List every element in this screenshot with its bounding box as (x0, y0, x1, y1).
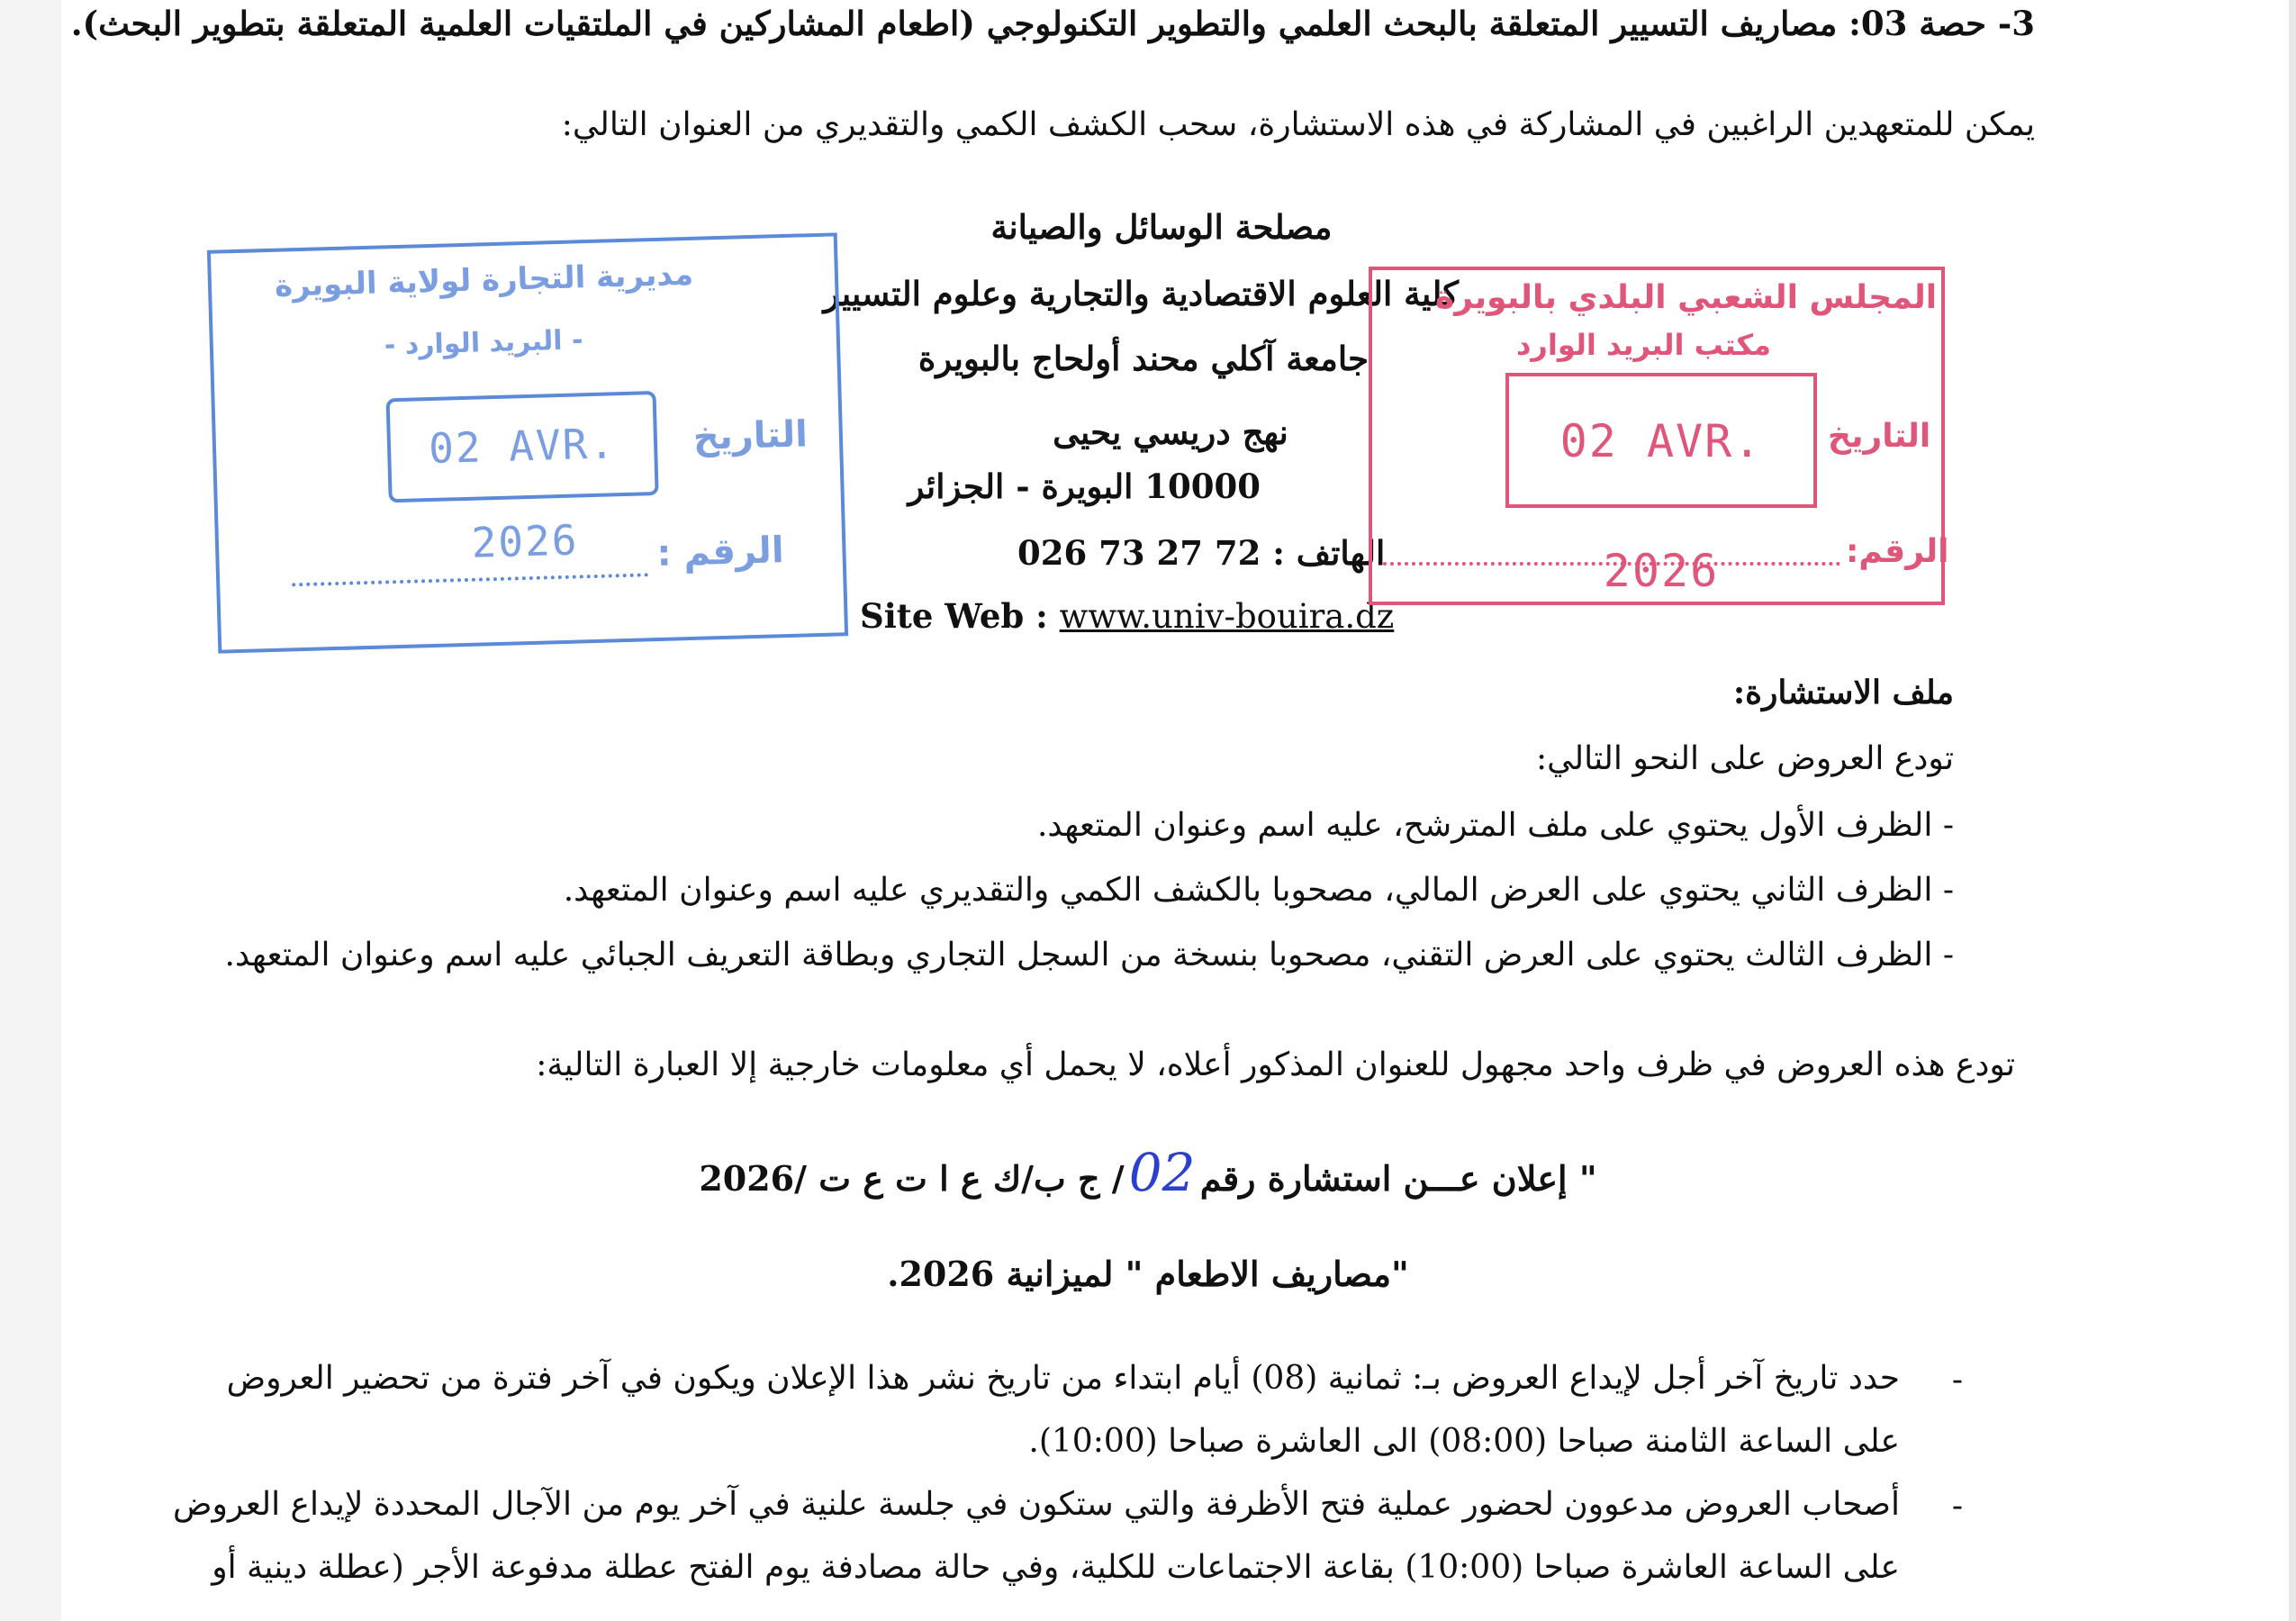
envelope-paragraph: تودع هذه العروض في ظرف واحد مجهول للعنوان المذكور أعلاه، لا يحمل أي معلومات خارجية إلا العبارة التالية: (536, 1046, 2015, 1083)
announcement-line (0, 1142, 2296, 1203)
address-street: نهج دريسي يحيى (1053, 412, 1288, 452)
stamp-red-line2: مكتب البريد الوارد (1516, 328, 1771, 362)
file-item-3: - الظرف الثالث يحتوي على العرض التقني، مصحوبا بنسخة من السجل التجاري وبطاقة التعريف الجبائي عليه اسم وعنوان المتعهد. (224, 937, 1954, 974)
stamp-blue-date-label: التاريخ (692, 413, 809, 458)
phone-number: 026 73 27 72 (1017, 533, 1261, 573)
lot-3-line: 3- حصة 03: مصاريف التسيير المتعلقة بالبحث العلمي والتطوير التكنولوجي (اطعام المشاركين في الملتقيات العلمية المتعلقة بتطوير البحث). (70, 4, 2035, 43)
file-item-2: - الظرف الثاني يحتوي على العرض المالي، مصحوبا بالكشف الكمي والتقديري عليه اسم وعنوان المتعهد. (563, 872, 1954, 909)
intro-paragraph: يمكن للمتعهدين الراغبين في المشاركة في هذه الاستشارة، سحب الكشف الكمي والتقديري من العنوان التالي: (561, 106, 2035, 143)
stamp-blue-line2: - البريد الوارد - (384, 324, 583, 362)
stamp-red-date-label: التاريخ (1828, 418, 1931, 455)
address-faculty: كلية العلوم الاقتصادية والتجارية وعلوم التسيير (823, 274, 1459, 313)
scan-right-margin (2289, 0, 2296, 1621)
file-lead: تودع العروض على النحو التالي: (1536, 740, 1954, 777)
rule-2-line-1: أصحاب العروض مدعوون لحضور عملية فتح الأظرفة والتي ستكون في جلسة علنية في آخر يوم من الآجال المحددة لإيداع العروض (172, 1486, 1900, 1523)
address-university: جامعة آكلي محند أولحاج بالبويرة (917, 339, 1369, 378)
announcement-prefix: " إعلان عـــن استشارة رقم (1199, 1158, 1597, 1199)
phone-label: الهاتف : (1272, 533, 1386, 573)
rule-1-line-1: حدد تاريخ آخر أجل لإيداع العروض بـ: ثمانية (08) أيام ابتداء من تاريخ نشر هذا الإعلان ويكون في آخر فترة من تحضير العروض (226, 1360, 1900, 1397)
address-city: 10000 البويرة - الجزائر (908, 466, 1261, 506)
stamp-blue-number-line (292, 573, 648, 586)
rule-1-dash: - (1951, 1362, 1963, 1399)
commerce-directorate-stamp (207, 232, 848, 653)
web-label: Site Web : (860, 596, 1048, 636)
stamp-blue-line1: مديرية التجارة لولاية البويرة (274, 256, 694, 304)
announcement-subject: "مصاريف الاطعام " لميزانية 2026. (887, 1254, 1409, 1294)
communal-assembly-stamp (1369, 267, 1949, 605)
stamp-red-number-line (1383, 562, 1840, 566)
stamp-red-number-label: الرقم: (1846, 533, 1949, 570)
file-heading: ملف الاستشارة: (1732, 674, 1954, 711)
stamp-red-line1: المجلس الشعبي البلدي بالبويرة (1435, 279, 1938, 316)
address-phone (1017, 533, 1386, 573)
file-item-1: - الظرف الأول يحتوي على ملف المترشح، عليه اسم وعنوان المتعهد. (1036, 807, 1954, 844)
address-web (860, 596, 1395, 636)
announcement-suffix: / ج ب/ك ع ا ت ع ت /2026 (699, 1158, 1125, 1199)
rule-1-line-2: على الساعة الثامنة صباحا (08:00) الى العاشرة صباحا (10:00). (1028, 1423, 1900, 1460)
rule-2-dash: - (1951, 1488, 1963, 1525)
address-service: مصلحة الوسائل والصيانة (990, 207, 1333, 247)
handwritten-number: 02 (1128, 1142, 1196, 1203)
stamp-blue-number-label: الرقم : (655, 530, 785, 575)
rule-2-line-2: على الساعة العاشرة صباحا (10:00) بقاعة الاجتماعات للكلية، وفي حالة مصادفة يوم الفتح عطلة مدفوعة الأجر (عطلة دينية أو (212, 1549, 1900, 1586)
scan-left-margin (0, 0, 61, 1621)
stamp-blue-date: 02 AVR. 2026 (386, 391, 659, 503)
stamp-red-date: 02 AVR. 2026 (1505, 373, 1817, 508)
web-link[interactable]: www.univ-bouira.dz (1059, 597, 1395, 636)
